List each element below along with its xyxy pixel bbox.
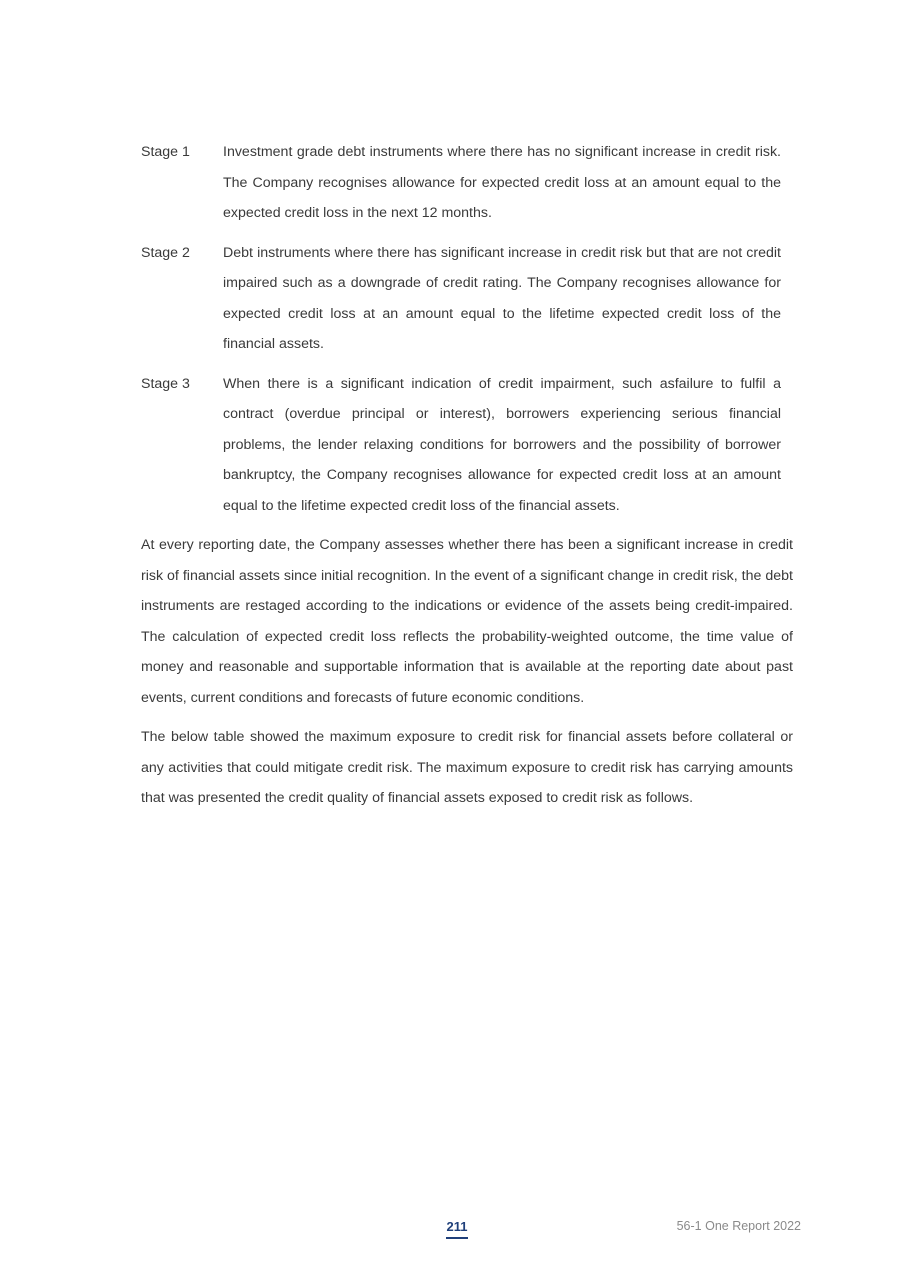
page-number: 211 [446, 1219, 468, 1234]
stage-2-label: Stage 2 [141, 244, 190, 261]
page-body [141, 137, 793, 823]
stage-3-label: Stage 3 [141, 375, 190, 392]
stage-1-description: Investment grade debt instruments where there has no significant increase in credit risk. The Company recognises allowance for expected credit loss at an amount equal to the expected credit loss in the next 12 months. [223, 144, 781, 221]
page-number-underline [446, 1237, 468, 1239]
stage-2-description: Debt instruments where there has significant increase in credit risk but that are not credit impaired such as a downgrade of credit rating. The Company recognises allowance for expected credit loss at an amount equal to the lifetime expected credit loss of the financial assets. [223, 244, 781, 352]
stage-3-description: When there is a significant indication of credit impairment, such asfailure to fulfil a contract (overdue principal or interest), borrowers experiencing serious financial problems, the lender relaxing conditions for borrowers and the possibility of borrower bankruptcy, the Company recognises allowance for expected credit loss at an amount equal to the lifetime expected credit loss of the financial assets. [223, 375, 781, 514]
stage-3-item [141, 369, 793, 522]
report-title: 56-1 One Report 2022 [676, 1219, 801, 1233]
stage-2-item [141, 238, 793, 360]
maximum-exposure-paragraph: The below table showed the maximum exposure to credit risk for financial assets before collateral or any activities that could mitigate credit risk. The maximum exposure to credit risk has carrying amounts that was presented the credit quality of financial assets exposed to credit risk as follows. [141, 729, 793, 806]
reporting-date-paragraph: At every reporting date, the Company assesses whether there has been a significant increase in credit risk of financial assets since initial recognition. In the event of a significant change in credit risk, the debt instruments are restaged according to the indications or evidence of the assets being credit-impaired. The calculation of expected credit loss reflects the probability-weighted outcome, the time value of money and reasonable and supportable information that is available at the reporting date about past events, current conditions and forecasts of future economic conditions. [141, 537, 793, 706]
stage-1-item [141, 137, 793, 229]
stage-1-label: Stage 1 [141, 144, 190, 160]
